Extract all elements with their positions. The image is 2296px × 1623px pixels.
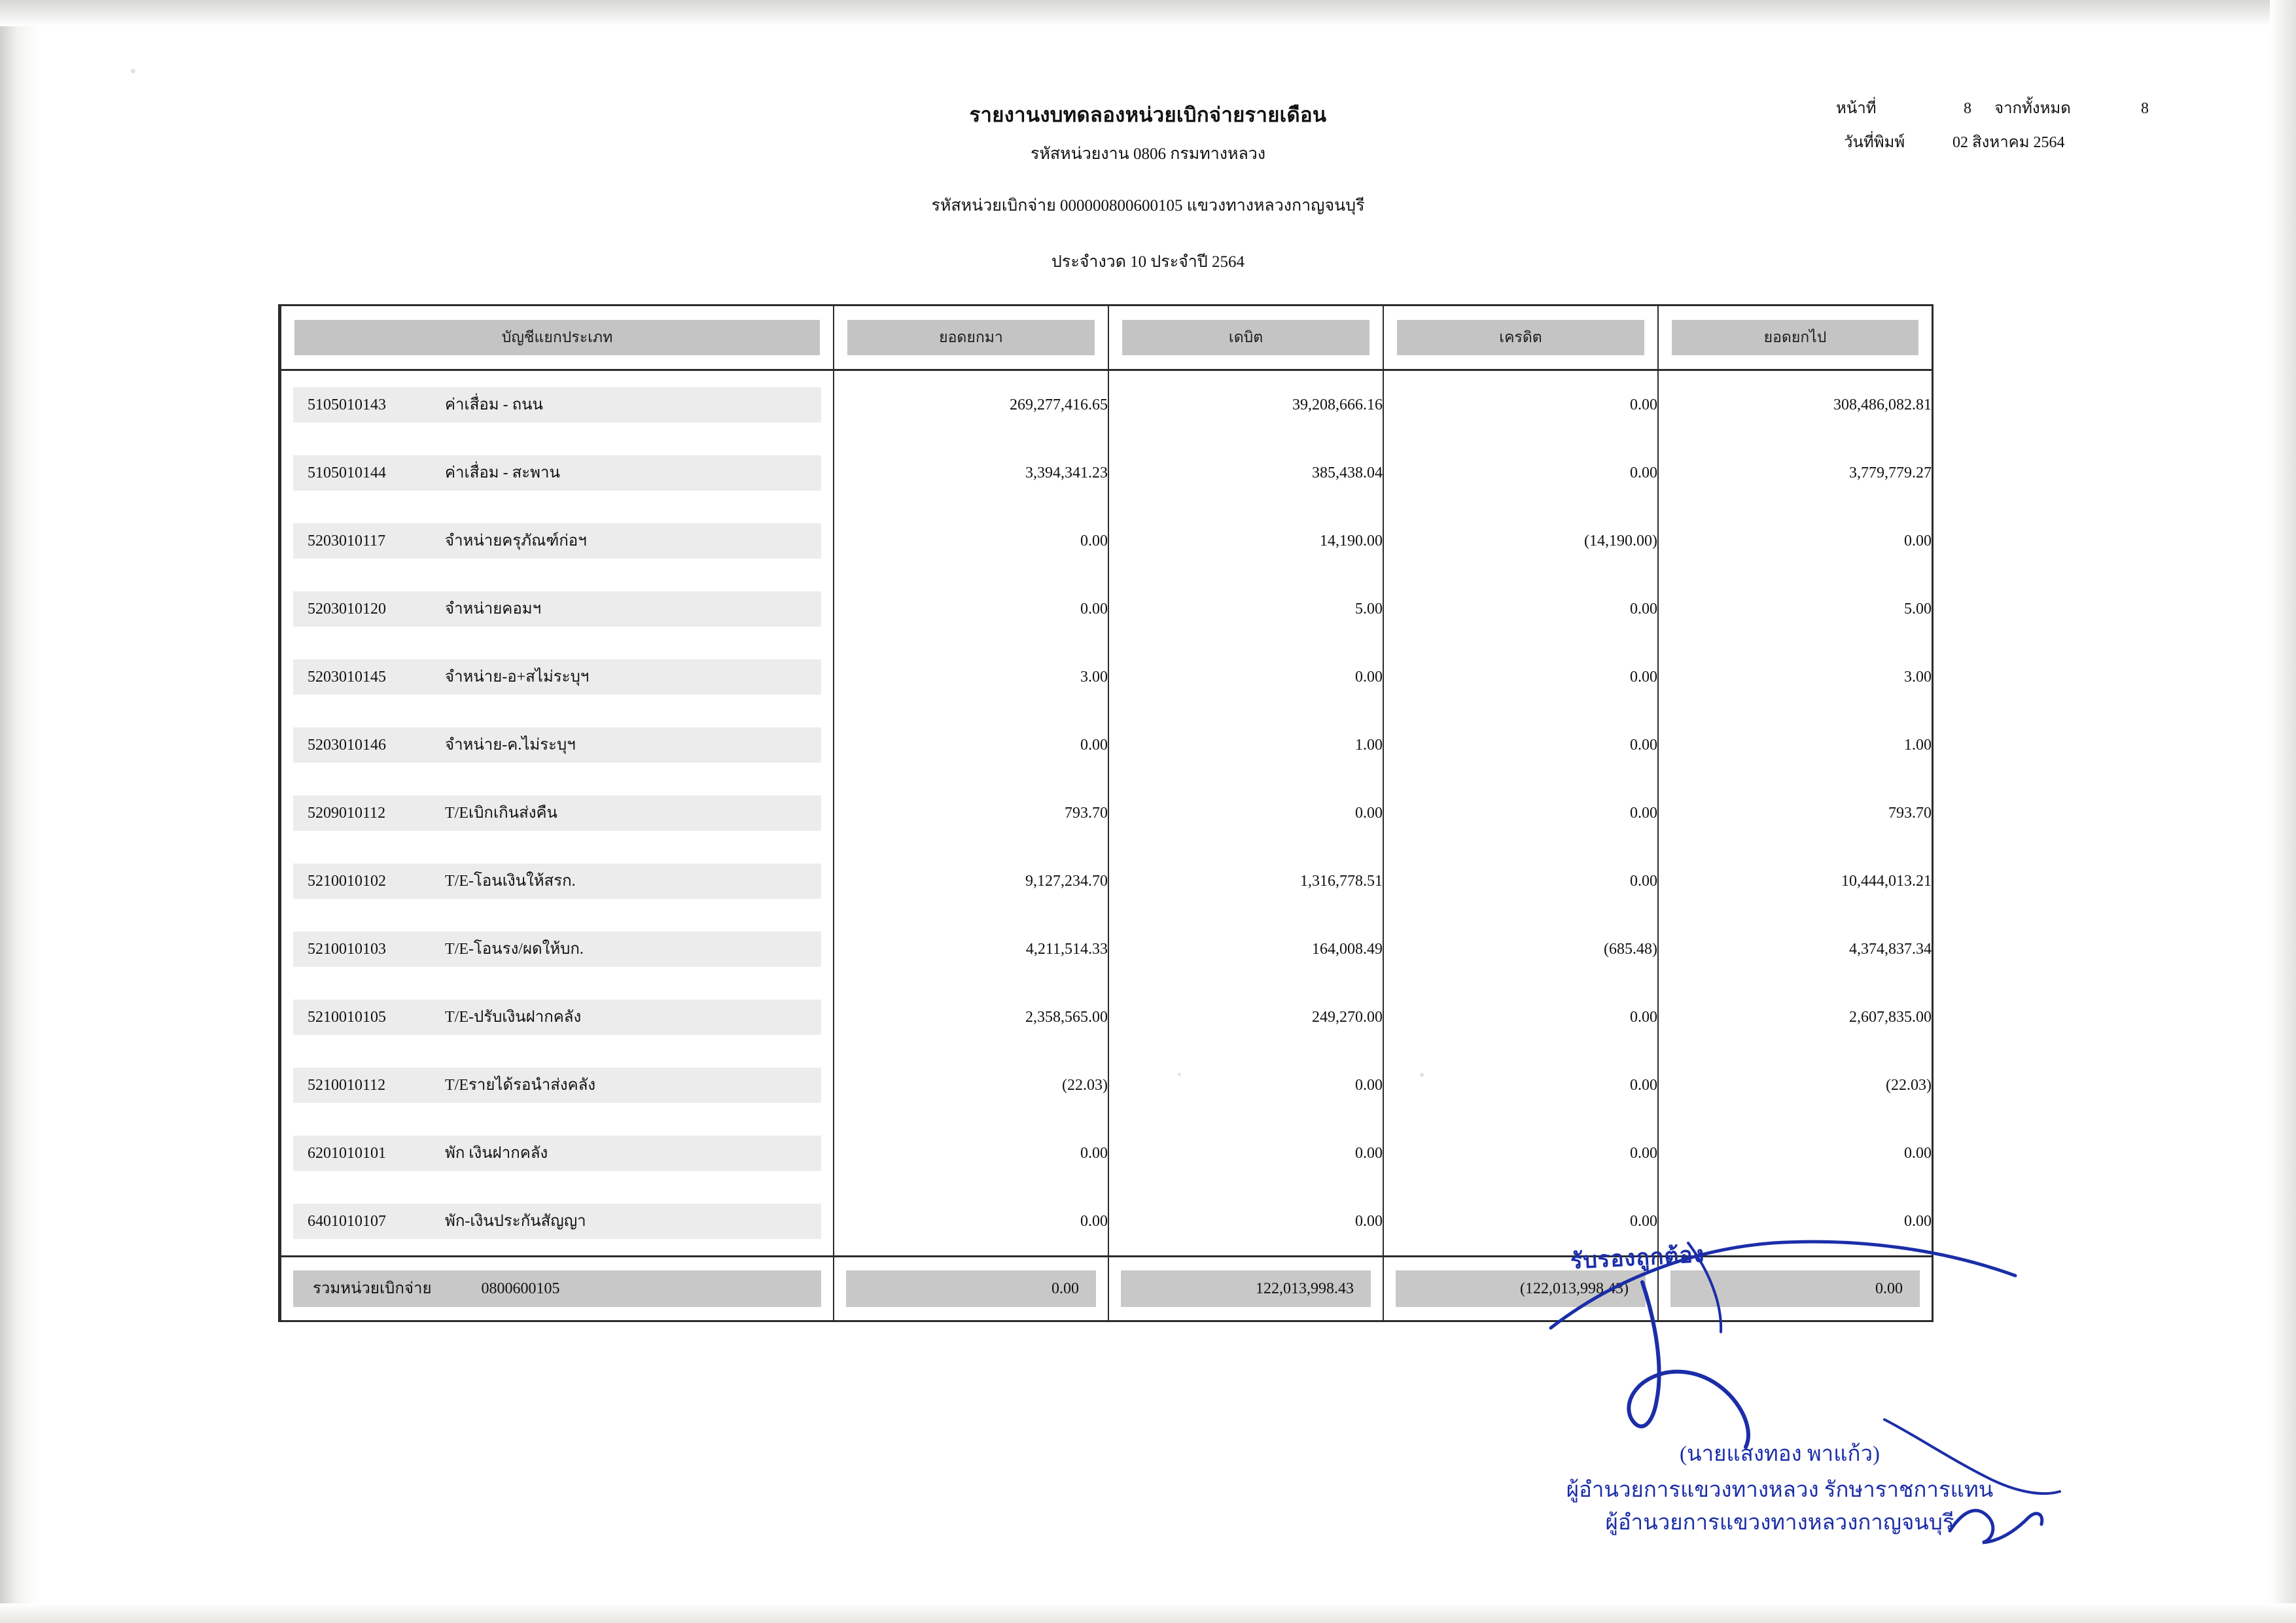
account-name: T/Eเบิกเกินส่งคืน (445, 805, 557, 822)
credit-cell: 0.00 (1383, 439, 1658, 507)
debit-cell: 14,190.00 (1108, 507, 1383, 575)
closing-balance-cell: 0.00 (1658, 507, 1932, 575)
account-name: จำหน่ายคอมฯ (445, 601, 542, 618)
account-cell (281, 370, 834, 440)
credit-cell: 0.00 (1383, 575, 1658, 643)
account-cell (281, 779, 834, 847)
debit-cell: 0.00 (1108, 1051, 1383, 1119)
credit-cell: 0.00 (1383, 1051, 1658, 1119)
print-date-label: วันที่พิมพ์ (1844, 134, 1905, 151)
account-code: 5210010102 (308, 873, 386, 890)
closing-balance-cell: 0.00 (1658, 1187, 1932, 1257)
account-code: 6401010107 (308, 1213, 386, 1230)
account-name: T/Eรายได้รอนำส่งคลัง (445, 1077, 596, 1094)
credit-cell: 0.00 (1383, 370, 1658, 440)
credit-cell: (14,190.00) (1383, 507, 1658, 575)
column-header-debit: เดบิต (1108, 306, 1383, 370)
print-date-value: 02 สิงหาคม 2564 (1952, 134, 2065, 151)
debit-cell: 1,316,778.51 (1108, 847, 1383, 915)
account-name: T/E-ปรับเงินฝากคลัง (445, 1009, 582, 1026)
table-row (281, 779, 1932, 847)
closing-balance-cell: 793.70 (1658, 779, 1932, 847)
account-name: จำหน่าย-อ+สไม่ระบุฯ (445, 669, 590, 686)
account-cell (281, 507, 834, 575)
debit-cell: 0.00 (1108, 643, 1383, 711)
credit-cell: 0.00 (1383, 847, 1658, 915)
page-number-row (1836, 92, 2149, 126)
table-row (281, 507, 1932, 575)
scan-edge-left (0, 0, 39, 1623)
table-row (281, 847, 1932, 915)
credit-cell: 0.00 (1383, 779, 1658, 847)
account-cell (281, 1119, 834, 1187)
account-cell (281, 983, 834, 1051)
agency-code-line: รหัสหน่วยงาน 0806 กรมทางหลวง (1030, 145, 1266, 163)
account-cell (281, 1187, 834, 1257)
debit-cell: 249,270.00 (1108, 983, 1383, 1051)
account-code: 5210010103 (308, 941, 386, 958)
total-unit-code: 0800600105 (481, 1280, 560, 1297)
table-row (281, 1051, 1932, 1119)
opening-balance-cell: 0.00 (834, 507, 1108, 575)
report-title: รายงานงบทดลองหน่วยเบิกจ่ายรายเดือน (969, 103, 1327, 126)
table-row (281, 983, 1932, 1051)
account-name: T/E-โอนรง/ผดให้บก. (445, 941, 584, 958)
account-code: 5203010146 (308, 737, 386, 754)
opening-balance-cell: 0.00 (834, 711, 1108, 779)
account-cell (281, 1051, 834, 1119)
account-cell (281, 439, 834, 507)
table-row (281, 643, 1932, 711)
total-closing-cell: 0.00 (1658, 1257, 1932, 1321)
account-code: 6201010101 (308, 1145, 386, 1162)
opening-balance-cell: 3,394,341.23 (834, 439, 1108, 507)
account-code: 5203010145 (308, 669, 386, 686)
account-cell (281, 711, 834, 779)
closing-balance-cell: 3,779,779.27 (1658, 439, 1932, 507)
period-line: ประจำงวด 10 ประจำปี 2564 (1051, 253, 1245, 271)
print-date-row (1836, 126, 2149, 160)
account-code: 5203010120 (308, 601, 386, 618)
closing-balance-cell: (22.03) (1658, 1051, 1932, 1119)
account-cell (281, 643, 834, 711)
account-code: 5105010144 (308, 464, 386, 481)
credit-cell: 0.00 (1383, 1119, 1658, 1187)
credit-cell: 0.00 (1383, 1187, 1658, 1257)
account-name: จำหน่าย-ค.ไม่ระบุฯ (445, 737, 576, 754)
column-header-closing: ยอดยกไป (1658, 306, 1932, 370)
account-name: ค่าเสื่อม - ถนน (445, 396, 543, 413)
closing-balance-cell: 5.00 (1658, 575, 1932, 643)
closing-balance-cell: 0.00 (1658, 1119, 1932, 1187)
account-code: 5105010143 (308, 396, 386, 413)
column-header-account: บัญชีแยกประเภท (281, 306, 834, 370)
page-number: 8 (1964, 100, 1971, 117)
opening-balance-cell: 793.70 (834, 779, 1108, 847)
page-meta (1836, 92, 2149, 160)
column-header-credit: เครดิต (1383, 306, 1658, 370)
table-row (281, 711, 1932, 779)
opening-balance-cell: 3.00 (834, 643, 1108, 711)
account-cell (281, 915, 834, 983)
opening-balance-cell: 0.00 (834, 1187, 1108, 1257)
debit-cell: 385,438.04 (1108, 439, 1383, 507)
opening-balance-cell: 0.00 (834, 1119, 1108, 1187)
debit-cell: 0.00 (1108, 1187, 1383, 1257)
account-cell (281, 847, 834, 915)
account-code: 5210010105 (308, 1009, 386, 1026)
opening-balance-cell: 269,277,416.65 (834, 370, 1108, 440)
disbursement-unit-line: รหัสหน่วยเบิกจ่าย 000000800600105 แขวงทางหลวงกาญจนบุรี (931, 197, 1365, 215)
page-total: 8 (2141, 100, 2149, 117)
closing-balance-cell: 10,444,013.21 (1658, 847, 1932, 915)
table-row (281, 575, 1932, 643)
certify-stamp-text: รับรองถูกต้อง (1570, 1242, 1706, 1274)
table-row (281, 1119, 1932, 1187)
total-label-text: รวมหน่วยเบิกจ่าย (313, 1280, 432, 1297)
account-name: จำหน่ายครุภัณฑ์ก่อฯ (445, 532, 587, 550)
closing-balance-cell: 3.00 (1658, 643, 1932, 711)
scan-edge-bottom (0, 1603, 2296, 1623)
credit-cell: (685.48) (1383, 915, 1658, 983)
table-row (281, 915, 1932, 983)
closing-balance-cell: 2,607,835.00 (1658, 983, 1932, 1051)
total-credit-cell: (122,013,998.43) (1383, 1257, 1658, 1321)
credit-cell: 0.00 (1383, 643, 1658, 711)
column-header-opening: ยอดยกมา (834, 306, 1108, 370)
debit-cell: 0.00 (1108, 779, 1383, 847)
credit-cell: 0.00 (1383, 983, 1658, 1051)
scan-edge-right (2270, 0, 2296, 1623)
closing-balance-cell: 4,374,837.34 (1658, 915, 1932, 983)
total-debit-cell: 122,013,998.43 (1108, 1257, 1383, 1321)
account-name: พัก-เงินประกันสัญญา (445, 1213, 586, 1230)
account-code: 5209010112 (308, 805, 386, 822)
table-row (281, 439, 1932, 507)
signer-name: (นายแสงทอง พาแก้ว) (1680, 1442, 1880, 1466)
account-name: T/E-โอนเงินให้สรก. (445, 873, 576, 890)
account-code: 5210010112 (308, 1077, 386, 1094)
account-code: 5203010117 (308, 532, 386, 550)
debit-cell: 0.00 (1108, 1119, 1383, 1187)
table-row (281, 370, 1932, 440)
table-header-row (281, 306, 1932, 370)
debit-cell: 39,208,666.16 (1108, 370, 1383, 440)
debit-cell: 164,008.49 (1108, 915, 1383, 983)
page-of-label: จากทั้งหมด (1994, 100, 2071, 117)
trial-balance-table (278, 304, 1934, 1322)
account-name: พัก เงินฝากคลัง (445, 1145, 548, 1162)
opening-balance-cell: 9,127,234.70 (834, 847, 1108, 915)
credit-cell: 0.00 (1383, 711, 1658, 779)
table-body (281, 370, 1932, 1257)
signer-position-line2: ผู้อำนวยการแขวงทางหลวงกาญจนบุรี (1605, 1511, 1954, 1535)
account-name: ค่าเสื่อม - สะพาน (445, 464, 560, 481)
total-label-cell (281, 1257, 834, 1321)
account-cell (281, 575, 834, 643)
page-label: หน้าที่ (1836, 100, 1877, 117)
opening-balance-cell: (22.03) (834, 1051, 1108, 1119)
debit-cell: 5.00 (1108, 575, 1383, 643)
opening-balance-cell: 0.00 (834, 575, 1108, 643)
opening-balance-cell: 4,211,514.33 (834, 915, 1108, 983)
total-opening-cell: 0.00 (834, 1257, 1108, 1321)
closing-balance-cell: 1.00 (1658, 711, 1932, 779)
signer-position-line1: ผู้อำนวยการแขวงทางหลวง รักษาราชการแทน (1566, 1478, 1994, 1502)
debit-cell: 1.00 (1108, 711, 1383, 779)
opening-balance-cell: 2,358,565.00 (834, 983, 1108, 1051)
closing-balance-cell: 308,486,082.81 (1658, 370, 1932, 440)
scan-edge-top (0, 0, 2296, 26)
scan-speck (131, 69, 135, 73)
